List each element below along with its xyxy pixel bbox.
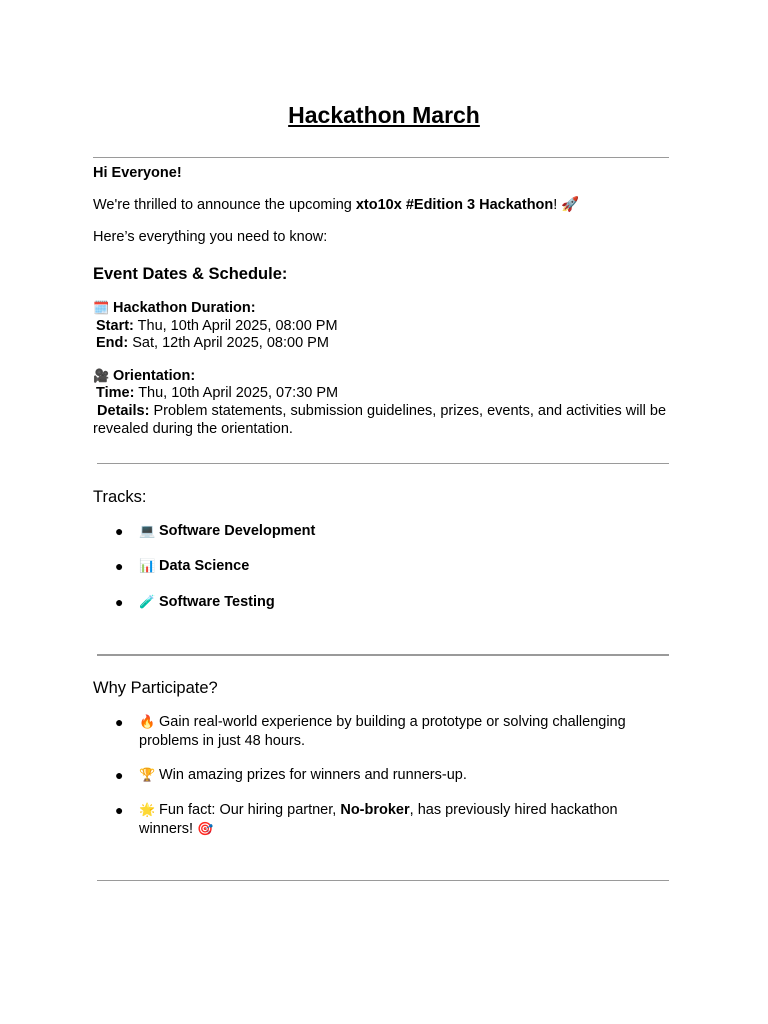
divider — [97, 654, 669, 656]
bullet-marker: ● — [115, 714, 124, 730]
orientation-label: Orientation: — [113, 368, 196, 384]
list-item — [139, 593, 669, 612]
intro-text: Here’s everything you need to know: — [93, 229, 328, 245]
details-label: Details: — [97, 403, 150, 419]
why-heading: Why Participate? — [93, 679, 218, 697]
video-camera-icon: 🎥 — [93, 369, 110, 384]
tracks-heading: Tracks: — [93, 488, 147, 506]
start-label: Start: — [96, 318, 134, 334]
list-item — [139, 522, 669, 541]
track-label: Software Testing — [159, 594, 275, 610]
laptop-icon: 💻 — [139, 524, 156, 539]
star-icon: 🌟 — [139, 803, 156, 818]
fire-icon: 🔥 — [139, 715, 156, 730]
trophy-icon: 🏆 — [139, 768, 156, 783]
divider — [97, 463, 669, 464]
bullet-marker: ● — [115, 523, 124, 539]
announcement-prefix: We're thrilled to announce the upcoming — [93, 197, 356, 213]
greeting: Hi Everyone! — [93, 165, 182, 181]
bar-chart-icon: 📊 — [139, 559, 156, 574]
list-item — [139, 713, 669, 750]
list-item — [139, 766, 669, 785]
time-value: Thu, 10th April 2025, 07:30 PM — [134, 385, 339, 401]
duration-label-line — [93, 299, 256, 318]
fun-fact-prefix: Fun fact: Our hiring partner, — [159, 802, 341, 818]
time-label: Time: — [96, 385, 135, 401]
announcement — [93, 196, 579, 214]
start-value: Thu, 10th April 2025, 08:00 PM — [133, 318, 338, 334]
bullet-marker: ● — [115, 802, 124, 818]
start-line — [96, 317, 338, 335]
target-icon: 🎯 — [197, 822, 214, 837]
bullet-marker: ● — [115, 558, 124, 574]
schedule-heading: Event Dates & Schedule: — [93, 265, 288, 283]
event-name: xto10x #Edition 3 Hackathon — [355, 197, 554, 213]
track-label: Software Development — [159, 523, 316, 539]
end-label: End: — [96, 335, 129, 351]
reason-text: Win amazing prizes for winners and runners-up. — [159, 767, 467, 783]
divider — [97, 880, 669, 881]
page-title: Hackathon March — [288, 102, 480, 128]
reason-text: Gain real-world experience by building a prototype or solving challenging problems in just 48 hours. — [139, 714, 626, 749]
calendar-icon: 🗓️ — [93, 301, 110, 316]
time-line — [96, 384, 338, 402]
test-tube-icon: 🧪 — [139, 595, 156, 610]
list-item — [139, 801, 669, 839]
fun-fact-suffix: , has previously hired hackathon winners! — [139, 802, 618, 837]
partner-name: No-broker — [340, 802, 410, 818]
end-value: Sat, 12th April 2025, 08:00 PM — [128, 335, 329, 351]
bullet-marker: ● — [115, 594, 124, 610]
announcement-suffix: ! 🚀 — [553, 197, 580, 213]
divider — [93, 157, 669, 158]
track-label: Data Science — [159, 558, 250, 574]
details-value: Problem statements, submission guidelines, prizes, events, and activities will be revealed during the orientation. — [93, 403, 667, 437]
bullet-marker: ● — [115, 767, 124, 783]
duration-label: Hackathon Duration: — [113, 300, 256, 316]
details-line — [93, 402, 668, 438]
list-item — [139, 557, 669, 576]
end-line — [96, 334, 329, 352]
